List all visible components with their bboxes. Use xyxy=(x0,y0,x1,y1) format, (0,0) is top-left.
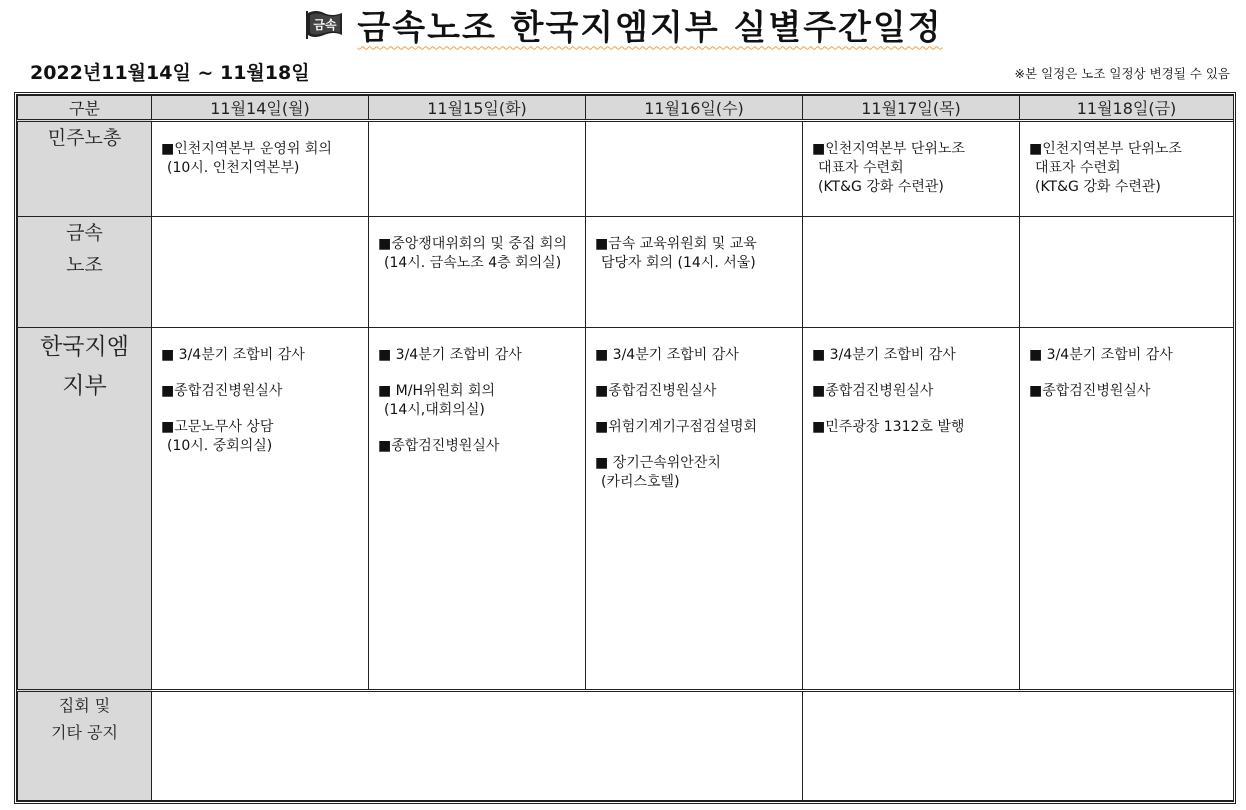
schedule-item xyxy=(378,382,577,420)
cell xyxy=(369,121,586,217)
day-header-tue: 11월15일(화) xyxy=(369,96,586,121)
row-gmk-branch xyxy=(18,328,1234,691)
schedule-item-title: ■고문노무사 상담 xyxy=(161,418,274,435)
cell xyxy=(803,328,1020,691)
schedule-item xyxy=(595,418,794,437)
weekly-schedule-table xyxy=(17,95,1234,801)
row-kmwu xyxy=(18,217,1234,328)
row-label-kctu xyxy=(18,121,152,217)
day-header-wed: 11월16일(수) xyxy=(586,96,803,121)
cell xyxy=(586,328,803,691)
schedule-item-title: ■ 3/4분기 조합비 감사 xyxy=(812,347,956,363)
cell-content xyxy=(1020,328,1233,401)
schedule-item-detail: (14시. 금속노조 4층 회의실) xyxy=(384,254,562,271)
cell xyxy=(803,121,1020,217)
schedule-item-title: ■민주광장 1312호 발행 xyxy=(812,418,965,435)
schedule-item-detail: (10시. 인천지역본부) xyxy=(167,159,300,176)
schedule-item-title: ■종합검진병원실사 xyxy=(378,437,500,454)
cell xyxy=(1020,217,1234,328)
schedule-item-title: ■인천지역본부 단위노조 xyxy=(1029,141,1182,157)
row-label-text: 금속 노조 xyxy=(66,222,103,277)
row-kctu xyxy=(18,121,1234,217)
cell xyxy=(803,217,1020,328)
row-label-text: 한국지엠 지부 xyxy=(40,334,129,400)
schedule-item-detail: 대표자 수련회 (KT&G 강화 수련관) xyxy=(818,159,944,195)
schedule-item-detail: (카리스호텔) xyxy=(601,473,680,490)
day-header-fri: 11월18일(금) xyxy=(1020,96,1234,121)
cell-content xyxy=(1020,122,1233,197)
union-flag-logo-icon xyxy=(303,6,347,42)
cell-content xyxy=(369,328,585,456)
schedule-item-title: ■위험기계기구점검설명회 xyxy=(595,418,757,435)
row-label-notice xyxy=(18,691,152,801)
schedule-item-title: ■ 3/4분기 조합비 감사 xyxy=(161,347,305,363)
cell-content xyxy=(586,217,802,273)
schedule-item xyxy=(161,418,360,456)
date-range: 2022년11월14일 ~ 11월18일 xyxy=(30,62,310,84)
notice-cell-right xyxy=(803,691,1234,801)
notice-cell-left xyxy=(152,691,803,801)
cell-content xyxy=(803,328,1019,437)
cell-content xyxy=(586,328,802,491)
schedule-item xyxy=(161,140,360,178)
schedule-item xyxy=(1029,140,1225,197)
schedule-item-title: ■ 3/4분기 조합비 감사 xyxy=(595,347,739,363)
cell xyxy=(1020,328,1234,691)
row-label-text: 민주노총 xyxy=(47,127,122,149)
schedule-item xyxy=(1029,346,1225,365)
schedule-item xyxy=(595,454,794,492)
schedule-item xyxy=(378,437,577,456)
cell xyxy=(369,328,586,691)
cell xyxy=(369,217,586,328)
day-header-mon: 11월14일(월) xyxy=(152,96,369,121)
schedule-item-title: ■종합검진병원실사 xyxy=(1029,382,1151,399)
cell xyxy=(152,328,369,691)
schedule-item-detail: 대표자 수련회 (KT&G 강화 수련관) xyxy=(1035,159,1161,195)
row-label-gmk-branch xyxy=(18,328,152,691)
schedule-item-title: ■ 장기근속위안잔치 xyxy=(595,454,721,471)
schedule-item xyxy=(595,382,794,401)
schedule-item xyxy=(378,346,577,365)
schedule-item-title: ■종합검진병원실사 xyxy=(812,382,934,399)
cell xyxy=(1020,121,1234,217)
schedule-item-detail: (10시. 중회의실) xyxy=(167,437,273,454)
schedule-item xyxy=(161,346,360,365)
cell-content xyxy=(803,122,1019,197)
change-notice: ※본 일정은 노조 일정상 변경될 수 있음 xyxy=(1014,66,1230,81)
schedule-item xyxy=(161,382,360,401)
schedule-item xyxy=(812,418,1011,437)
schedule-item-title: ■인천지역본부 단위노조 xyxy=(812,141,965,157)
schedule-item-title: ■종합검진병원실사 xyxy=(595,382,717,399)
cell-content xyxy=(152,328,368,456)
day-header-thu: 11월17일(목) xyxy=(803,96,1020,121)
schedule-item-title: ■ 3/4분기 조합비 감사 xyxy=(378,347,522,363)
page-header xyxy=(0,0,1246,48)
page-title: 금속노조 한국지엠지부 실별주간일정 xyxy=(357,7,943,48)
schedule-item-title: ■인천지역본부 운영위 회의 xyxy=(161,141,332,157)
schedule-item xyxy=(812,346,1011,365)
cell-content xyxy=(152,122,368,178)
header-row xyxy=(18,96,1234,121)
schedule-item-detail: (14시,대회의실) xyxy=(384,401,485,418)
row-notice xyxy=(18,691,1234,801)
schedule-item xyxy=(1029,382,1225,401)
schedule-item xyxy=(812,382,1011,401)
schedule-item-title: ■ M/H위원회 회의 xyxy=(378,382,496,399)
schedule-item xyxy=(595,235,794,273)
schedule-item-title: ■중앙쟁대위회의 및 중집 회의 xyxy=(378,236,567,252)
cell xyxy=(586,121,803,217)
cell xyxy=(586,217,803,328)
schedule-item xyxy=(812,140,1011,197)
svg-text:금속: 금속 xyxy=(313,18,337,32)
row-label-kmwu xyxy=(18,217,152,328)
schedule-item xyxy=(378,235,577,273)
cell xyxy=(152,121,369,217)
schedule-item-detail: 담당자 회의 (14시. 서울) xyxy=(601,254,756,271)
schedule-item xyxy=(595,346,794,365)
cell xyxy=(152,217,369,328)
schedule-item-title: ■종합검진병원실사 xyxy=(161,382,283,399)
row-label-text: 집회 및 기타 공지 xyxy=(51,696,118,743)
schedule-item-title: ■ 3/4분기 조합비 감사 xyxy=(1029,347,1173,363)
corner-label: 구분 xyxy=(18,96,152,121)
cell-content xyxy=(369,217,585,273)
schedule-item-title: ■금속 교육위원회 및 교육 xyxy=(595,236,757,252)
